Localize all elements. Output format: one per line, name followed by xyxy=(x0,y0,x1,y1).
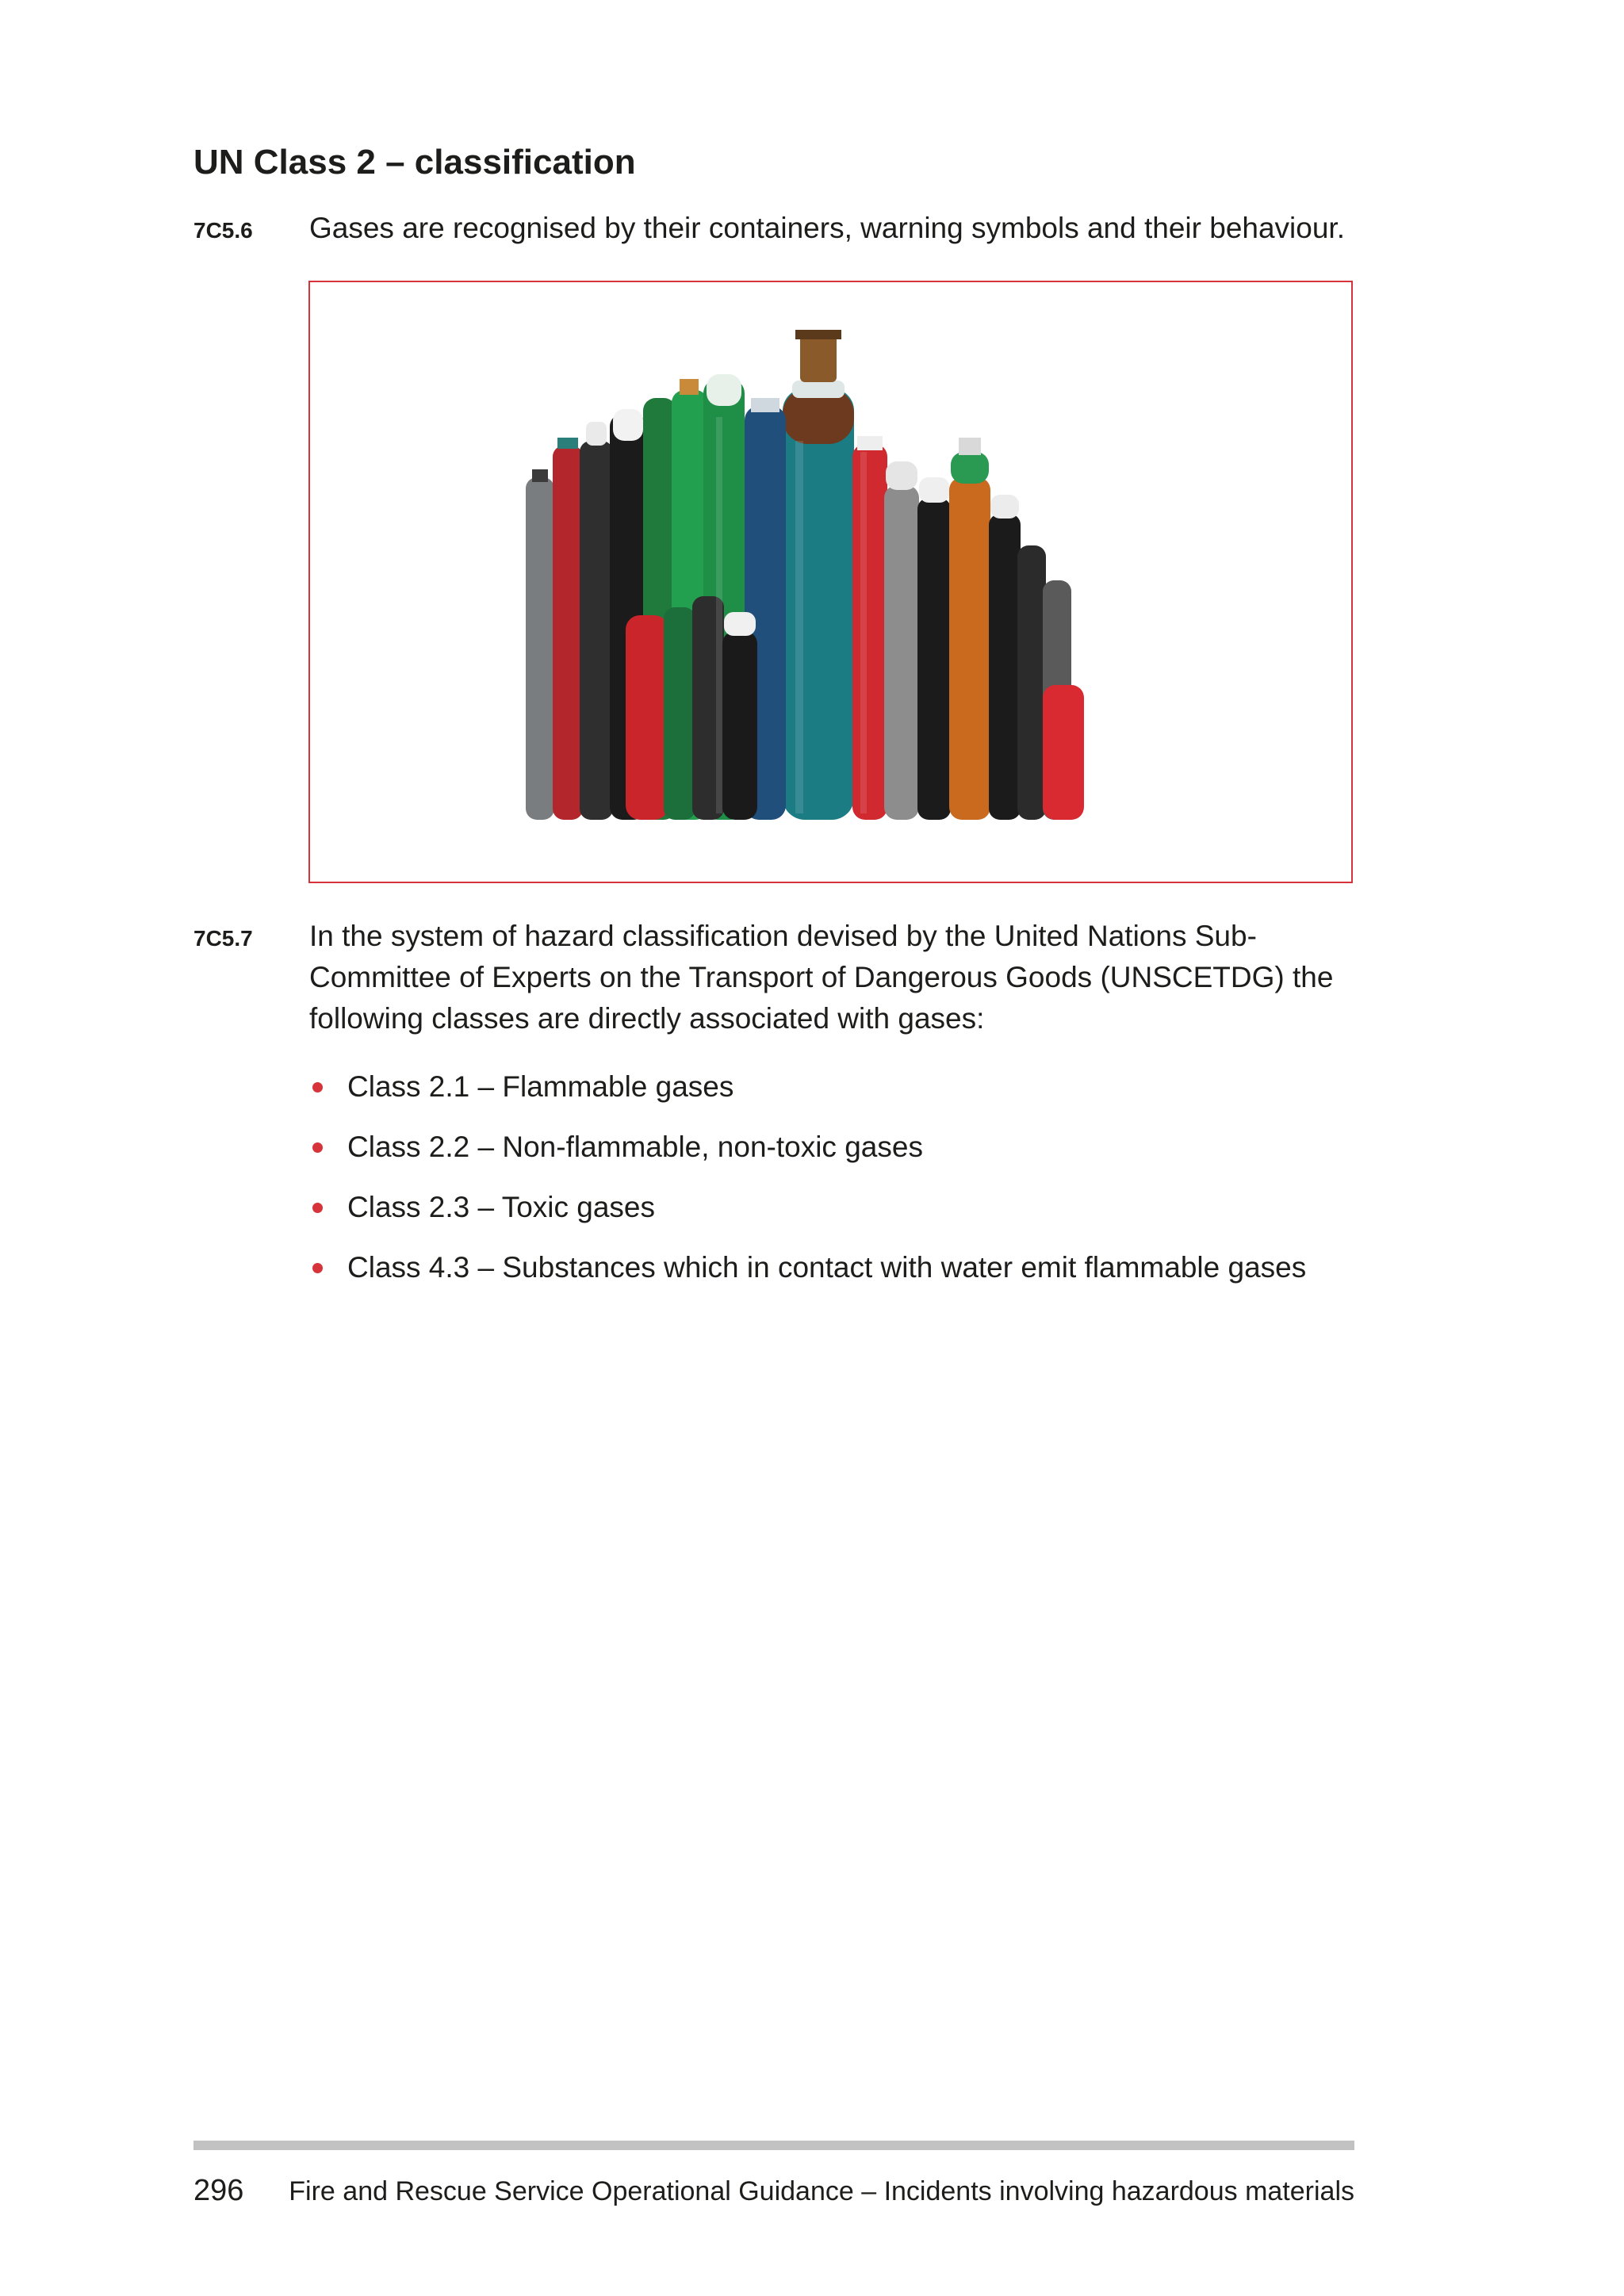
publication-title: Fire and Rescue Service Operational Guidance – Incidents involving hazardous materials xyxy=(289,2176,1354,2206)
footer-divider xyxy=(193,2141,1354,2150)
list-item-text: Class 2.1 – Flammable gases xyxy=(347,1070,734,1103)
list-item-text: Class 2.3 – Toxic gases xyxy=(347,1191,656,1223)
gas-cylinders-figure xyxy=(308,281,1353,883)
list-item-text: Class 2.2 – Non-flammable, non-toxic gases xyxy=(347,1131,923,1163)
bullet-icon xyxy=(312,1203,323,1213)
bullet-icon xyxy=(312,1263,323,1273)
list-item-text: Class 4.3 – Substances which in contact with water emit flammable gases xyxy=(347,1251,1307,1284)
page-number: 296 xyxy=(193,2174,244,2207)
paragraph-number: 7C5.7 xyxy=(193,926,253,951)
list-item xyxy=(309,1066,1356,1108)
gas-classes-list xyxy=(309,1066,1356,1307)
paragraph-text: Gases are recognised by their containers, warning symbols and their behaviour. xyxy=(309,212,1345,244)
list-item xyxy=(309,1247,1356,1288)
bullet-icon xyxy=(312,1082,323,1093)
paragraph-number: 7C5.6 xyxy=(193,218,253,243)
list-item xyxy=(309,1187,1356,1228)
bullet-icon xyxy=(312,1142,323,1153)
list-item xyxy=(309,1127,1356,1168)
section-heading: UN Class 2 – classification xyxy=(193,143,636,182)
paragraph-text: In the system of hazard classification devised by the United Nations Sub-Committee of Experts on the Transport of Dangerous Goods (UNSCETDG) the following classes are directly associated with gases: xyxy=(309,920,1334,1035)
gas-cylinders-illustration xyxy=(310,282,1351,882)
